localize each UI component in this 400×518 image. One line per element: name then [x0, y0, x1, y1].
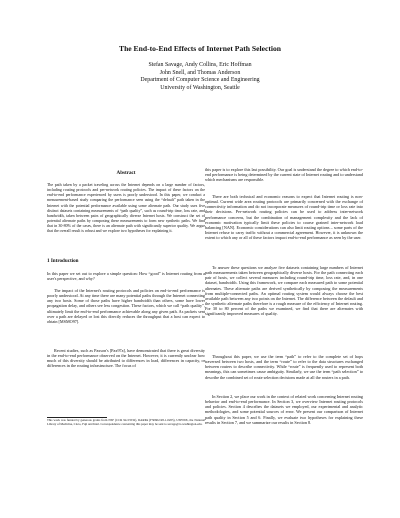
abstract-text: The path taken by a packet traveling across the Internet depends on a large number of factors, including routing protocols and per-network routing policies. The impact of these factors on the end-to-end performance experienced by users is poorly understood. In this paper, we conduct a measurement-based study comparing the performance seen using the “default” path taken in the Internet with the potential performance available using some alternate path. Our study uses five distinct datasets containing measurements of “path quality”, such as round-trip time, loss rate, and bandwidth, taken between pairs of geographically diverse Internet hosts. We construct the set of potential alternate paths by composing these measurements to form new synthetic paths. We find that in 30-80% of the cases, there is an alternate path with significantly superior quality. We argue that the overall result is robust and we explore two hypotheses for explaining it.	[47, 182, 205, 234]
body-paragraph: this paper is to explore this last possibility. Our goal is understand the degree to which end-to-end performance is being determined by the current state of Internet routing and to understand which mechanisms are responsible.	[205, 167, 363, 183]
body-paragraph: Throughout this paper, we use the term “path” to refer to the complete set of hops traversed between two hosts, and the term “route” to refer to the data structures exchanged between routers to describe connectivity. While “route” is frequently used to represent both meanings, this can sometimes cause ambiguity. Similarly, we use the term “path selection” to describe the combined set of route selection decisions made at all the routers in a path.	[205, 354, 363, 380]
abstract-heading: Abstract	[116, 170, 136, 176]
intro-paragraph: Recent studies, such as Paxson's [Pax97a], have demonstrated that there is great diversity in the end-to-end performance observed on the Internet. However, it is currently unclear how much of this diversity should be attributed to differences in load, differences in capacity, or differences in the routing infrastructure. The focus of	[47, 348, 205, 369]
body-paragraph: There are both technical and economic reasons to expect that Internet routing is non-optimal. Current wide area routing protocols are primarily concerned with the exchange of connectivity information and do not incorporate measures of round-trip time or loss rate into their decisions. Per-network routing policies can be used to address inter-network performance concerns, but the combination of management complexity and the lack of economic motivation typically limit these policies to coarse grained inter-network load balancing [NAN]. Economic considerations can also limit routing options – some parts of the Internet refuse to carry traffic without a commercial agreement. However, it is unknown the extent to which any or all of these factors impact end-to-end performance as seen by the user.	[205, 194, 363, 241]
section-heading-introduction: 1 Introduction	[47, 258, 79, 264]
author-line: Stefan Savage, Andy Collins, Eric Hoffman	[148, 62, 252, 68]
paper-title: The End-to-End Effects of Internet Path Selection	[119, 44, 281, 53]
author-block	[0, 62, 400, 93]
body-paragraph: In Section 2, we place our work in the context of related work concerning Internet routing behavior and end-to-end performance. In Section 3, we overview Internet routing protocols and policies. Section 4 describes the datasets we employed, our experimental and analytic methodologies, and some potential sources of error. We present our comparison of Internet path quality in Section 5 and 6. Finally, we evaluate two hypotheses for explaining these results in Section 7, and we summarize our results in Section 8.	[205, 394, 363, 425]
intro-paragraph: The impact of the Internet's routing protocols and policies on end-to-end performance is poorly understood. At any time there are many potential paths through the Internet connecting any two hosts. Some of those paths have higher bandwidth than others, some have lower propagation delay, and others see less congestion. These factors, which we call “path quality”, ultimately limit the end-to-end performance achievable along any given path. As packets sent over a path are delayed or lost this directly reduces the throughput that a host can expect to obtain [MSMO97].	[47, 288, 205, 324]
affiliation-line: University of Washington, Seattle	[160, 85, 240, 92]
body-paragraph: To answer these questions we analyze five datasets containing large numbers of Internet path measurements taken between geographically diverse hosts. For the path connecting each pair of hosts, we collect several measures including round-trip time, loss rate, and, in one dataset, bandwidth. Using this framework, we compare each measured path to some potential alternates. These alternate paths are derived synthetically by composing the measurements from multiple-connected paths. An optimal routing system would always choose the best available path between any two points on the Internet. The difference between the default and the synthetic alternate paths therefore is a rough measure of the efficiency of Internet routing. For 30 to 80 percent of the paths we examined, we find that there are alternates with significantly improved measures of quality.	[205, 265, 363, 317]
intro-paragraph: In this paper we set out to explore a simple question: How “good” is Internet routing from a user's perspective, and why?	[47, 271, 205, 282]
author-line: John Snell, and Thomas Anderson	[159, 69, 241, 76]
affiliation-line: Department of Computer Science and Engineering	[140, 77, 260, 84]
footnote: This work was funded by generous grants from NSF (CCR 94-53532), DARPA (F30602-98-1-0205), USENIX, the National Library of Medicine, Cisco, Fuji and Intel. Correspondence concerning this paper may be sent to savage@cs.washington.edu.	[47, 418, 205, 426]
